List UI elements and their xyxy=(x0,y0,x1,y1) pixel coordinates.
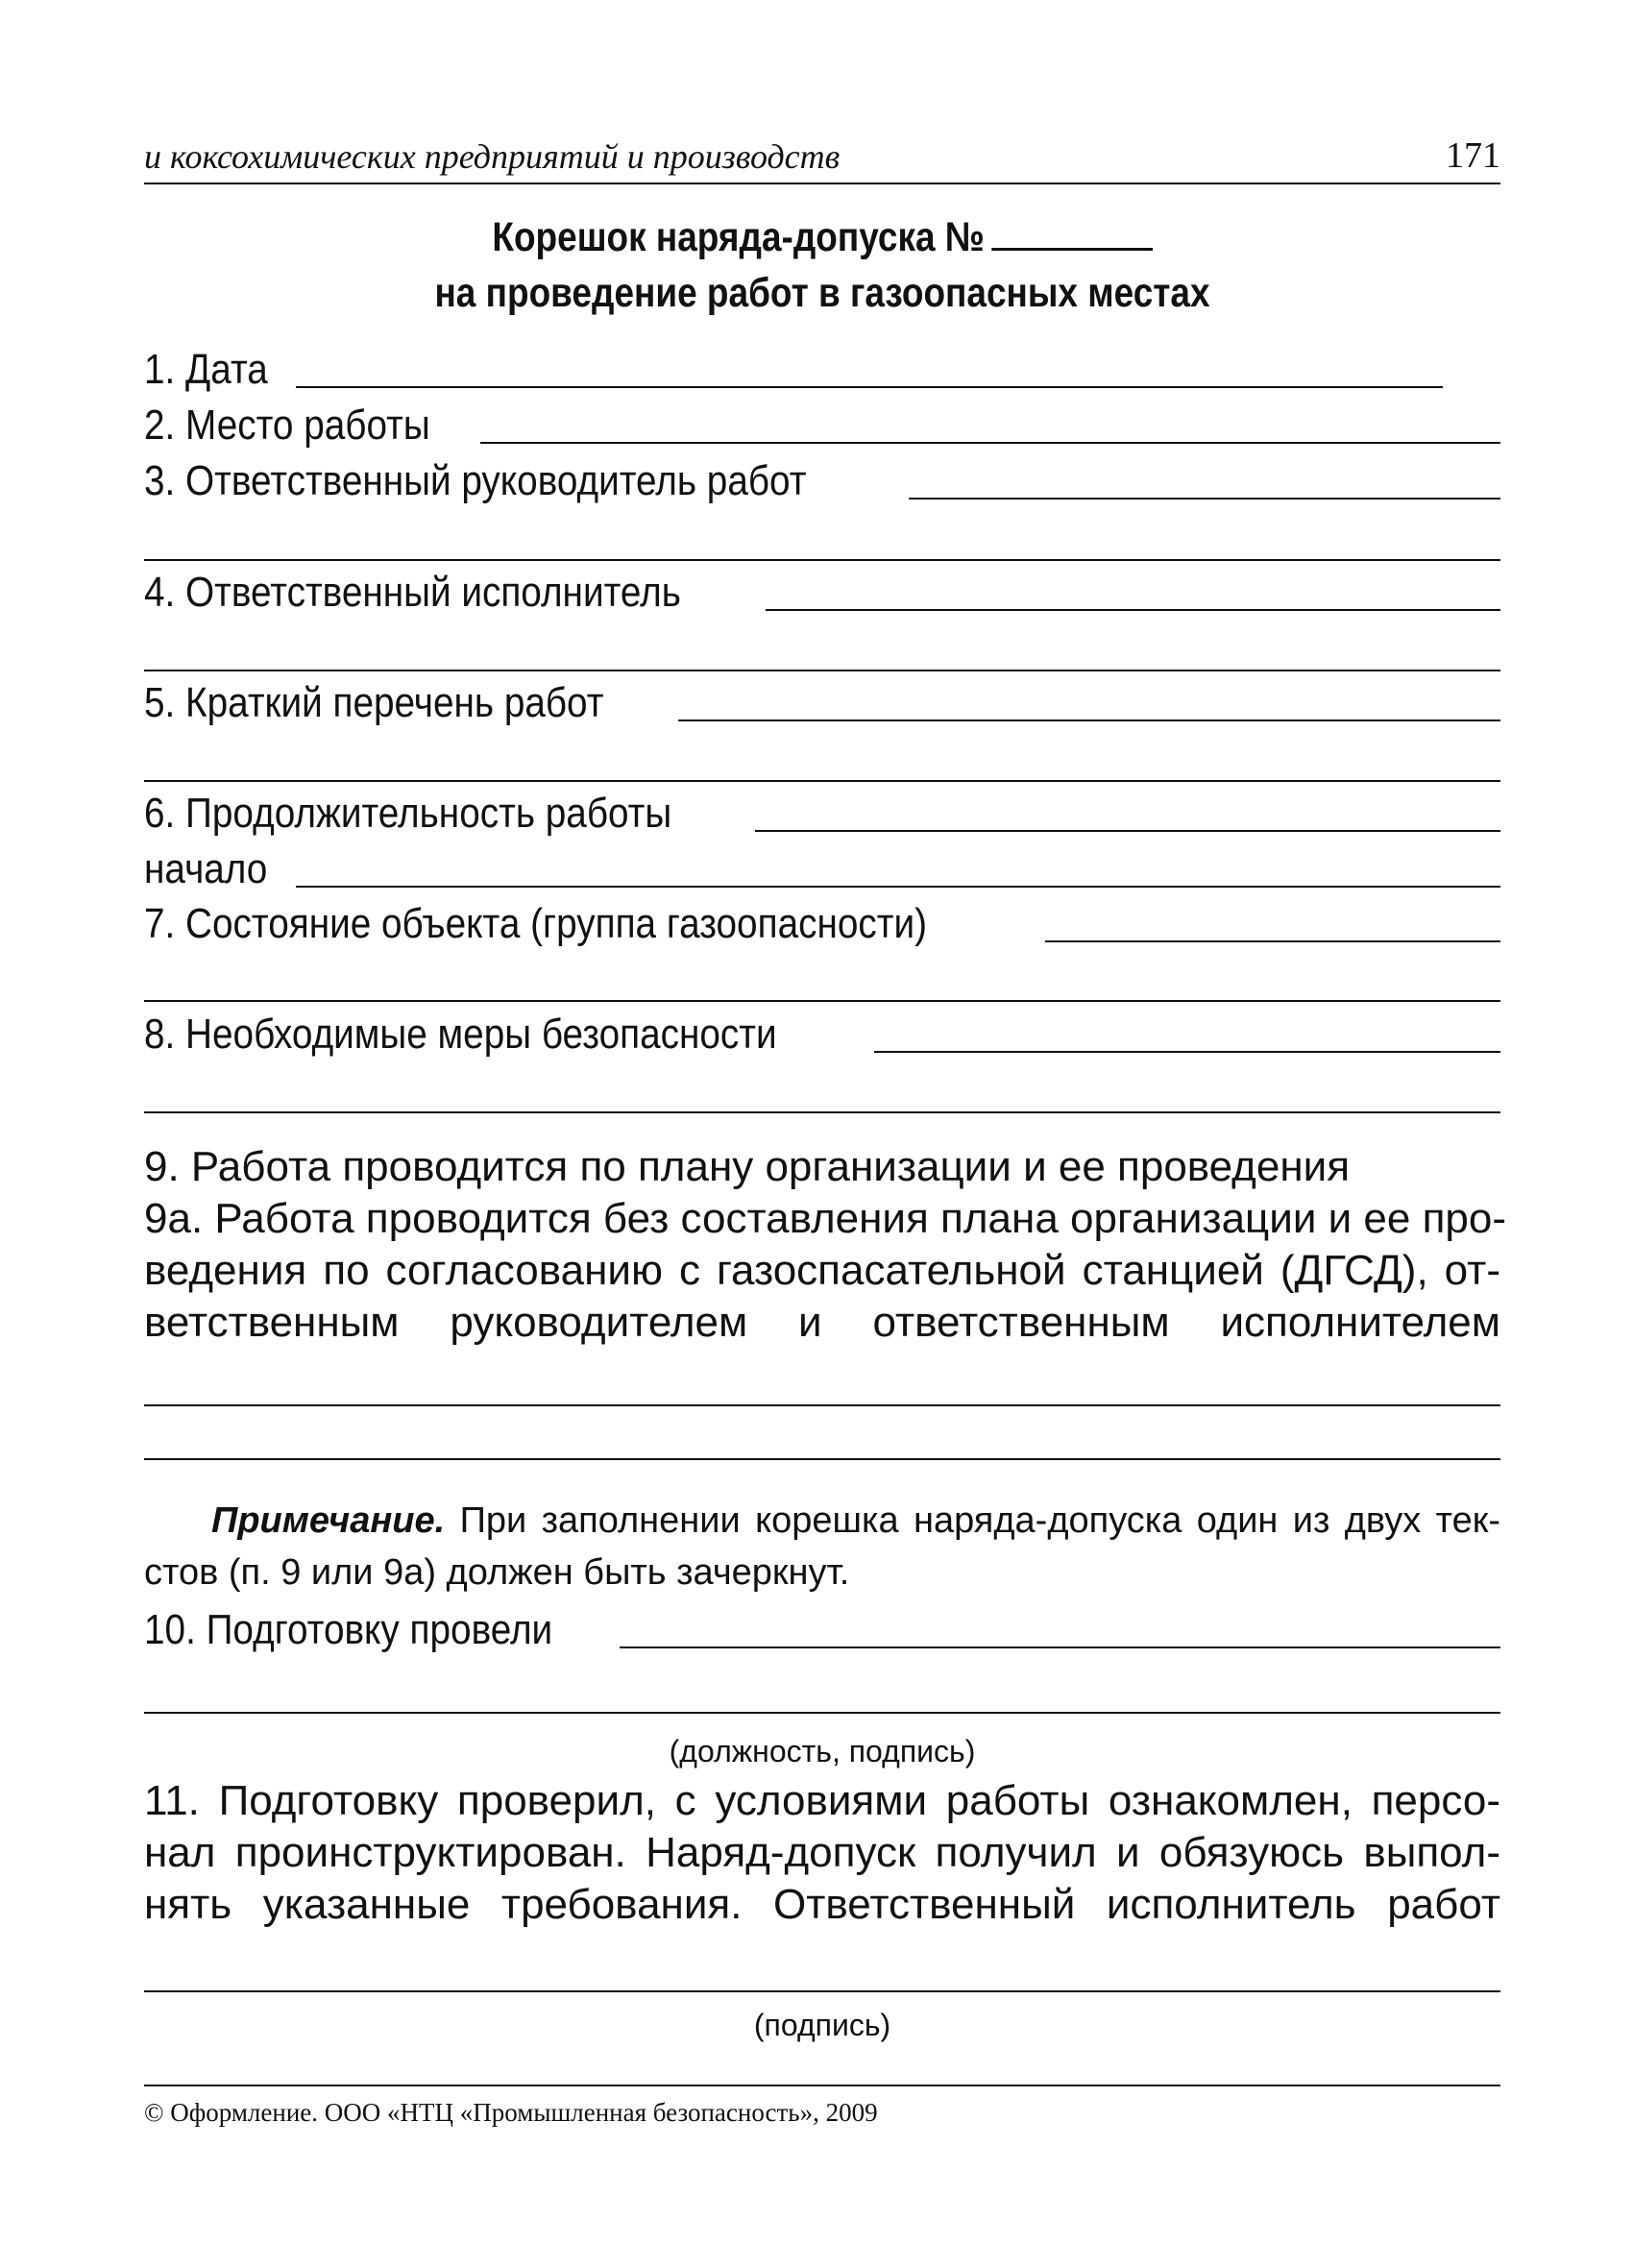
field-start xyxy=(144,845,1500,893)
form-title-line1 xyxy=(239,209,1405,265)
field-responsible-executor xyxy=(144,569,1500,617)
fill-line-extra xyxy=(144,670,1500,671)
fill-line-extra xyxy=(144,1404,1500,1406)
fill-line xyxy=(620,1646,1500,1648)
field-label: 1. Дата xyxy=(144,346,268,393)
field-work-place xyxy=(144,402,1500,450)
item-9a-line: ветственным руководителем и ответственным исполнителем xyxy=(144,1299,1500,1346)
item-9a-line: 9а. Работа проводится без составления плана организации и ее про- xyxy=(144,1195,1507,1242)
fill-line-extra xyxy=(144,1712,1500,1714)
fill-line-extra xyxy=(144,1990,1500,1992)
field-label: 5. Краткий перечень работ xyxy=(144,679,604,726)
copyright-footer: © Оформление. ООО «НТЦ «Промышленная безопасность», 2009 xyxy=(144,2098,878,2127)
number-blank xyxy=(991,209,1153,251)
note-label: Примечание. xyxy=(211,1500,446,1541)
fill-line-extra xyxy=(144,559,1500,561)
fill-line xyxy=(909,498,1501,500)
form-title xyxy=(239,209,1405,321)
field-label: 3. Ответственный руководитель работ xyxy=(144,457,807,504)
field-label: 2. Место работы xyxy=(144,402,430,449)
field-label: 8. Необходимые меры безопасности xyxy=(144,1011,777,1058)
field-label: начало xyxy=(144,845,268,892)
fill-line-extra xyxy=(144,1111,1500,1113)
item-9-line: 9. Работа проводится по плану организации и ее проведения xyxy=(144,1143,1351,1190)
field-label: 10. Подготовку провели xyxy=(144,1606,553,1653)
fill-line xyxy=(296,386,1443,388)
field-object-state xyxy=(144,900,1500,948)
item-9-paragraph xyxy=(144,1141,1507,1349)
fill-line xyxy=(678,719,1500,721)
item-9a-line: ведения по согласованию с газоспасательной станцией (ДГСД), от- xyxy=(144,1247,1500,1294)
field-work-list xyxy=(144,679,1500,727)
note-paragraph xyxy=(144,1495,1500,1598)
signature-caption: (подпись) xyxy=(753,2008,891,2042)
fill-line xyxy=(755,830,1500,832)
item-11-paragraph xyxy=(144,1775,1500,1931)
fill-line xyxy=(480,442,1500,444)
position-signature-caption: (должность, подпись) xyxy=(669,1734,976,1768)
item-11-line: нять указанные требования. Ответственный исполнитель работ xyxy=(144,1881,1500,1928)
running-header xyxy=(144,133,1500,184)
form-title-text: Корешок наряда-допуска № xyxy=(492,214,986,260)
field-label: 6. Продолжительность работы xyxy=(144,790,672,837)
fill-line-extra xyxy=(144,1458,1500,1460)
item-11-line: 11. Подготовку проверил, с условиями работы ознакомлен, персо- xyxy=(144,1777,1500,1824)
form-title-line2: на проведение работ в газоопасных местах xyxy=(434,270,1210,316)
running-title: и коксохимических предприятий и производств xyxy=(144,137,841,176)
fill-line-extra xyxy=(144,780,1500,782)
fill-line xyxy=(296,886,1500,888)
note-line: стов (п. 9 или 9а) должен быть зачеркнут. xyxy=(144,1552,850,1593)
fill-line xyxy=(1045,940,1500,942)
fill-line xyxy=(874,1051,1500,1053)
field-safety-measures xyxy=(144,1011,1500,1059)
note-line xyxy=(144,1495,1500,1547)
page-number: 171 xyxy=(1446,135,1500,176)
item-11-line: нал проинструктирован. Наряд-допуск получил и обязуюсь выпол- xyxy=(144,1829,1500,1876)
field-work-duration xyxy=(144,790,1500,838)
field-preparation-done xyxy=(144,1606,1500,1654)
note-text: При заполнении корешка наряда-допуска один из двух тек- xyxy=(459,1500,1501,1541)
field-label: 4. Ответственный исполнитель xyxy=(144,569,681,616)
field-responsible-manager xyxy=(144,457,1500,505)
field-date xyxy=(144,346,1443,394)
fill-line xyxy=(766,609,1500,611)
fill-line-extra xyxy=(144,1000,1500,1002)
field-label: 7. Состояние объекта (группа газоопасности) xyxy=(144,900,928,947)
footer-rule xyxy=(144,2085,1500,2086)
